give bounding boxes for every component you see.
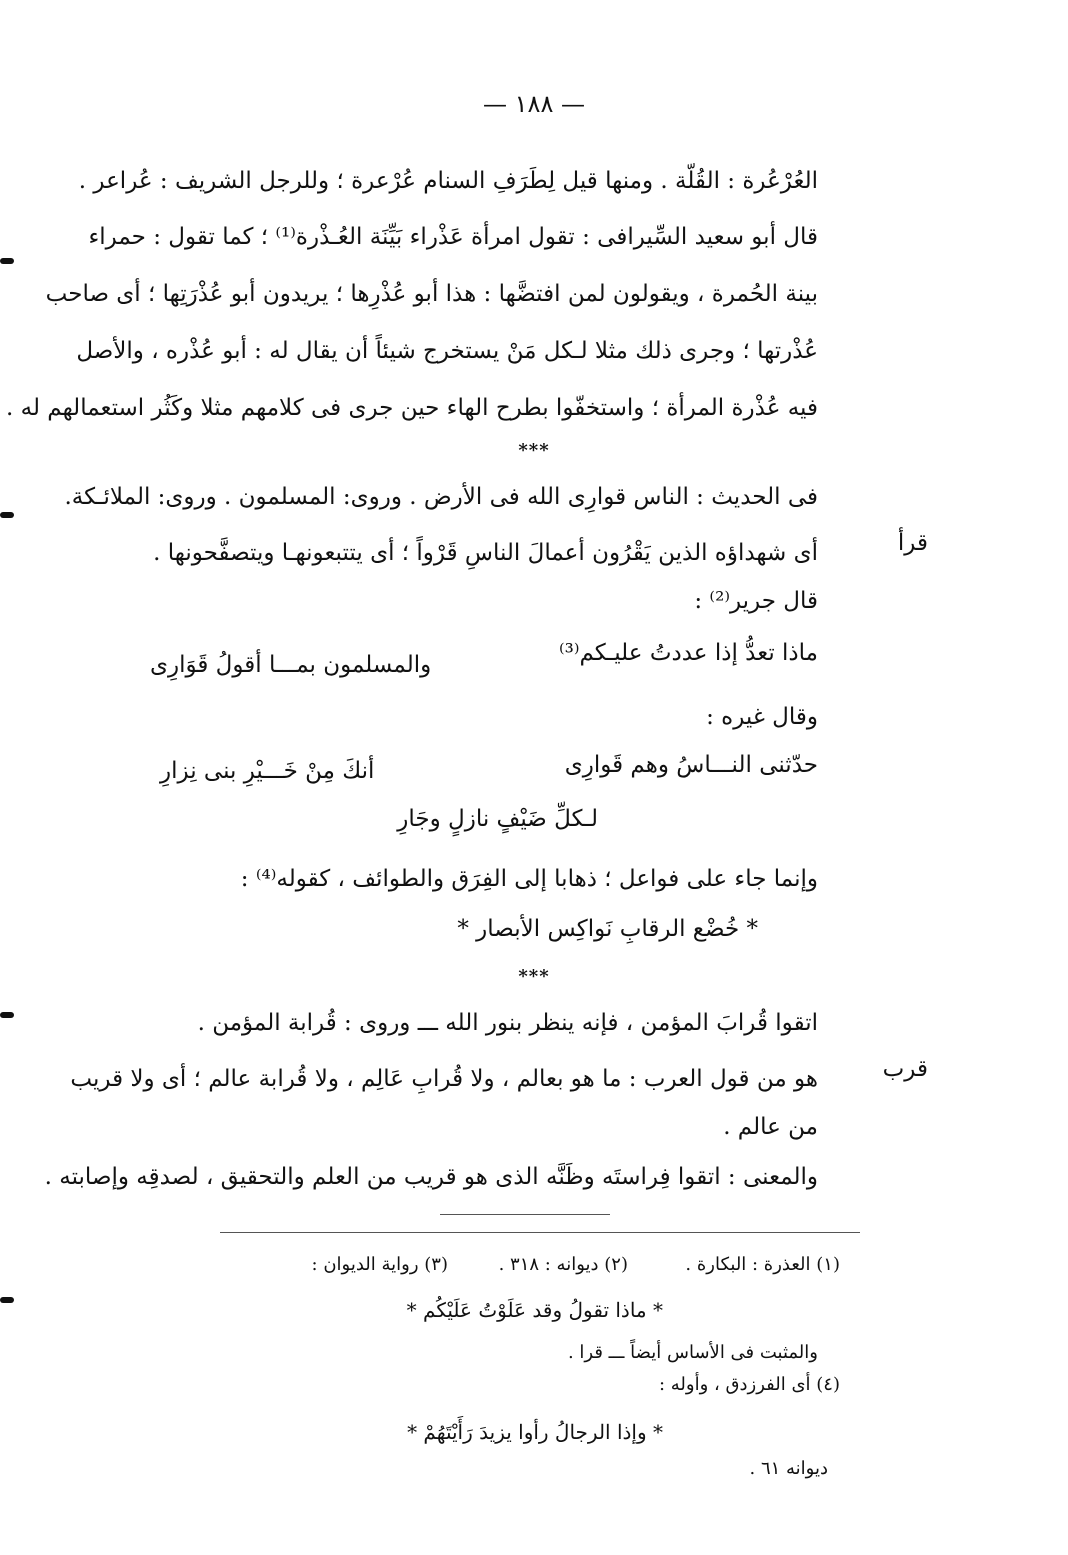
verse-hemistich-left: والمسلمون بمـــا أقولُ قَوَارِى xyxy=(150,652,432,678)
footnote-4: (٤) أى الفرزدق ، وأوله : xyxy=(658,1374,840,1395)
footnote-1: (١) العذرة : البكارة . xyxy=(685,1254,840,1275)
footnote-2: (٢) ديوانه : ٣١٨ . xyxy=(498,1254,628,1275)
footnote-rule xyxy=(220,1232,860,1233)
footnote-source: ديوانه ٦١ . xyxy=(749,1458,828,1479)
text-line: وإنما جاء على فواعل ؛ ذهابا إلى الفِرَق والطوائف ، كقوله⁽⁴⁾ : xyxy=(240,866,818,892)
text-line: فيه عُذْرة المرأة ؛ واستخفّوا بطرح الهاء حين جرى فى كلامهم مثلا وكَثُر استعمالهم له . xyxy=(6,395,818,421)
footnote-verse: * ماذا تقولُ وقد عَلَوْتُ عَلَيْكُم * xyxy=(406,1298,663,1322)
page-number: — ١٨٨ — xyxy=(483,90,585,118)
text-line: بينة الحُمرة ، ويقولون لمن افتضَّها : هذا أبو عُذْرِها ؛ يريدون أبو عُذْرَتِها ؛ أى صاحب xyxy=(45,281,818,307)
text-line: قال أبو سعيد السِّيرافى : تقول امرأة عَذْراء بَيِّنَة العُـذْرة⁽¹⁾ ؛ كما تقول : حمراء xyxy=(88,224,818,250)
verse-hemistich-right: حدّثنى النـــاسُ وهم قَوارِى xyxy=(564,752,818,778)
scan-edge-mark xyxy=(0,1012,14,1018)
section-end-rule xyxy=(440,1214,610,1215)
text-line: قال جرير⁽²⁾ : xyxy=(694,588,818,614)
scan-edge-mark xyxy=(0,258,14,264)
text-line: أى شهداؤه الذين يَقْرُون أعمالَ الناسِ قَرْواً ؛ أى يتتبعونهـا ويتصفَّحونها . xyxy=(153,540,818,566)
quoted-verse: * خُضْع الرقابِ نَواكِس الأبصار * xyxy=(457,916,758,942)
verse-hemistich-right: ماذا تعدُّ إذا عددتُ عليـكم⁽³⁾ xyxy=(558,640,818,666)
scan-edge-mark xyxy=(0,512,14,518)
text-line: والمعنى : اتقوا فِراستَه وظَنَّه الذى هو قريب من العلم والتحقيق ، لصدقِه وإصابته . xyxy=(44,1164,818,1190)
footnote-3: (٣) رواية الديوان : xyxy=(311,1254,448,1275)
scan-edge-mark xyxy=(0,1297,14,1303)
verse-hemistich-left: أنكَ مِنْ خَـــيْرِ بنى نِزارِ xyxy=(160,758,375,784)
section-separator: *** xyxy=(518,966,550,987)
root-word-marginal: قرأ xyxy=(897,530,928,556)
section-separator: *** xyxy=(518,440,550,461)
root-word-marginal: قرب xyxy=(882,1056,928,1082)
text-line: وقال غيره : xyxy=(706,704,818,730)
text-line: اتقوا قُرابَ المؤمن ، فإنه ينظر بنور الله ـــ وروى : قُرابة المؤمن . xyxy=(197,1010,818,1036)
text-line: فى الحديث : الناس قوارِى الله فى الأرض . وروى: المسلمون . وروى: الملائـكة. xyxy=(64,484,818,510)
footnote-text: والمثبت فى الأساس أيضاً ـــ قرا . xyxy=(567,1342,818,1363)
text-line: عُذْرتها ؛ وجرى ذلك مثلا لـكل مَنْ يستخرج شيئاً أن يقال له : أبو عُذْره ، والأصل xyxy=(76,338,818,364)
text-line: هو من قول العرب : ما هو بعالم ، ولا قُرابِ عَالِم ، ولا قُرابة عالم ؛ أى ولا قريب xyxy=(70,1066,818,1092)
footnote-verse: * وإذا الرجالُ رأوا يزيدَ رَأَيْتَهُمْ * xyxy=(407,1420,663,1444)
text-line: العُرْعُرة : القُلّة . ومنها قيل لِطَرَفِ السنام عُرْعرة ؛ وللرجل الشريف : عُراعر . xyxy=(78,168,818,194)
text-line: من عالم . xyxy=(723,1114,818,1140)
verse-line: لـكلِّ ضَيْفٍ نازلٍ وجَارِ xyxy=(397,806,598,832)
